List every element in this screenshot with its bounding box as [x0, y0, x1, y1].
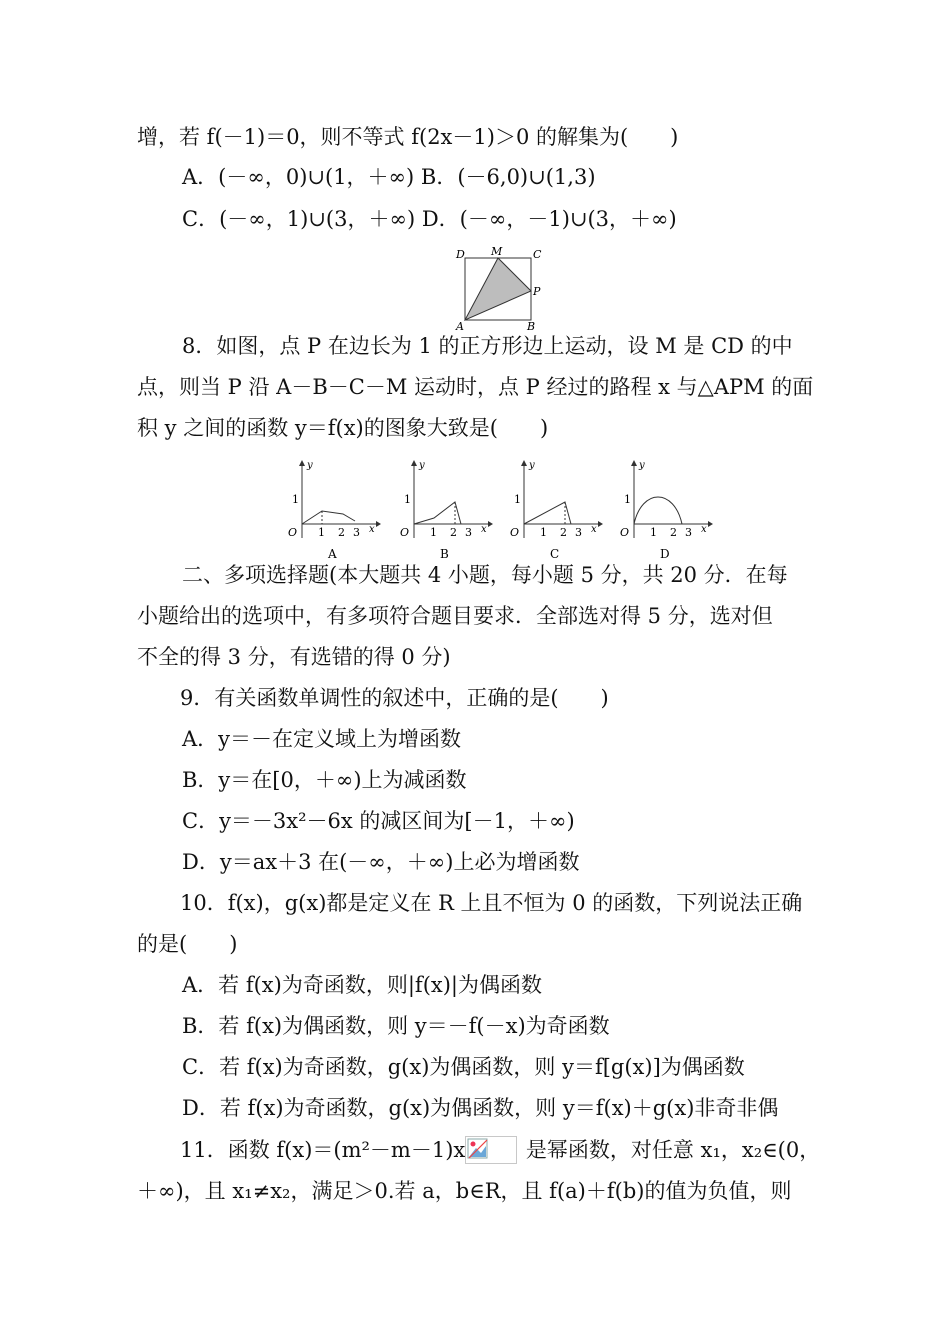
svg-text:1: 1	[318, 526, 325, 539]
q8-line-1: 8．如图，点 P 在边长为 1 的正方形边上运动，设 M 是 CD 的中	[182, 334, 793, 358]
graph-option-a	[282, 458, 382, 562]
label-m: M	[491, 245, 503, 258]
q8-line-2: 点，则当 P 沿 A－B－C－M 运动时，点 P 经过的路程 x 与△APM 的面	[137, 375, 814, 399]
graph-option-b	[394, 458, 494, 562]
q9-option-d: D．y＝ax＋3 在(－∞，＋∞)上必为增函数	[182, 850, 580, 874]
svg-text:O: O	[510, 526, 520, 539]
svg-text:2: 2	[560, 526, 567, 539]
q9-option-b: B．y＝在[0，＋∞)上为减函数	[182, 768, 467, 792]
svg-text:y: y	[419, 460, 425, 471]
svg-text:y: y	[307, 460, 313, 471]
svg-text:2: 2	[338, 526, 345, 539]
q10-option-b: B．若 f(x)为偶函数，则 y＝－f(－x)为奇函数	[182, 1014, 610, 1038]
svg-text:3: 3	[575, 526, 582, 539]
graph-option-d	[614, 458, 714, 562]
q8-line-3: 积 y 之间的函数 y＝f(x)的图象大致是( )	[137, 416, 549, 440]
q10-option-a: A．若 f(x)为奇函数，则|f(x)|为偶函数	[182, 973, 542, 997]
square-figure	[450, 244, 550, 334]
svg-text:3: 3	[685, 526, 692, 539]
q7-options-ab: A．(－∞，0)∪(1，＋∞) B．(－6,0)∪(1,3)	[182, 165, 596, 189]
q10-stem-line-2: 的是( )	[137, 932, 238, 956]
svg-text:y: y	[639, 460, 645, 471]
option-b-label: B	[440, 547, 449, 561]
label-p: P	[533, 285, 541, 298]
svg-text:x: x	[481, 524, 487, 535]
svg-text:O: O	[400, 526, 410, 539]
q10-stem-line-1: 10．f(x)，g(x)都是定义在 R 上且不恒为 0 的函数，下列说法正确	[180, 891, 803, 915]
label-d: D	[456, 248, 465, 261]
svg-text:2: 2	[450, 526, 457, 539]
section2-heading-line-2: 小题给出的选项中，有多项符合题目要求．全部选对得 5 分，选对但	[137, 604, 773, 628]
q7-options-cd: C．(－∞，1)∪(3，＋∞) D．(－∞，－1)∪(3，＋∞)	[182, 207, 677, 231]
svg-text:x: x	[701, 524, 707, 535]
svg-text:1: 1	[404, 493, 411, 506]
q7-continuation: 增，若 f(－1)＝0，则不等式 f(2x－1)＞0 的解集为( )	[137, 125, 679, 149]
q10-option-c: C．若 f(x)为奇函数，g(x)为偶函数，则 y＝f[g(x)]为偶函数	[182, 1055, 745, 1079]
q9-stem: 9．有关函数单调性的叙述中，正确的是( )	[180, 686, 609, 710]
q11-stem-line-1	[180, 1135, 820, 1165]
svg-text:1: 1	[624, 493, 631, 506]
svg-text:y: y	[529, 460, 535, 471]
q11-stem-part-a: 11．函数 f(x)＝(m²－m－1)x	[180, 1138, 466, 1162]
svg-text:O: O	[288, 526, 298, 539]
option-d-label: D	[660, 547, 670, 561]
svg-text:1: 1	[540, 526, 547, 539]
q10-option-d: D．若 f(x)为奇函数，g(x)为偶函数，则 y＝f(x)＋g(x)非奇非偶	[182, 1096, 779, 1120]
option-a-label: A	[328, 547, 337, 561]
q9-option-a: A．y＝－在定义域上为增函数	[182, 727, 462, 751]
label-a: A	[456, 320, 464, 333]
label-b: B	[527, 320, 536, 333]
broken-image-icon	[465, 1136, 517, 1164]
section2-heading-line-1: 二、多项选择题(本大题共 4 小题，每小题 5 分，共 20 分．在每	[182, 563, 788, 587]
q11-stem-line-2: ＋∞)，且 x₁≠x₂，满足＞0.若 a，b∈R，且 f(a)＋f(b)的值为负值，则	[137, 1179, 792, 1203]
q11-stem-part-b: 是幂函数，对任意 x₁，x₂∈(0，	[525, 1138, 821, 1162]
svg-text:1: 1	[292, 493, 299, 506]
svg-text:1: 1	[650, 526, 657, 539]
option-c-label: C	[550, 547, 560, 561]
svg-text:1: 1	[514, 493, 521, 506]
svg-text:x: x	[591, 524, 597, 535]
svg-text:x: x	[369, 524, 375, 535]
q9-option-c: C．y＝－3x²－6x 的减区间为[－1，＋∞)	[182, 809, 575, 833]
svg-text:2: 2	[670, 526, 677, 539]
svg-text:1: 1	[430, 526, 437, 539]
svg-text:O: O	[620, 526, 630, 539]
section2-heading-line-3: 不全的得 3 分，有选错的得 0 分)	[137, 645, 451, 669]
svg-text:3: 3	[465, 526, 472, 539]
svg-text:3: 3	[353, 526, 360, 539]
graph-option-c	[504, 458, 604, 562]
label-c: C	[533, 248, 542, 261]
